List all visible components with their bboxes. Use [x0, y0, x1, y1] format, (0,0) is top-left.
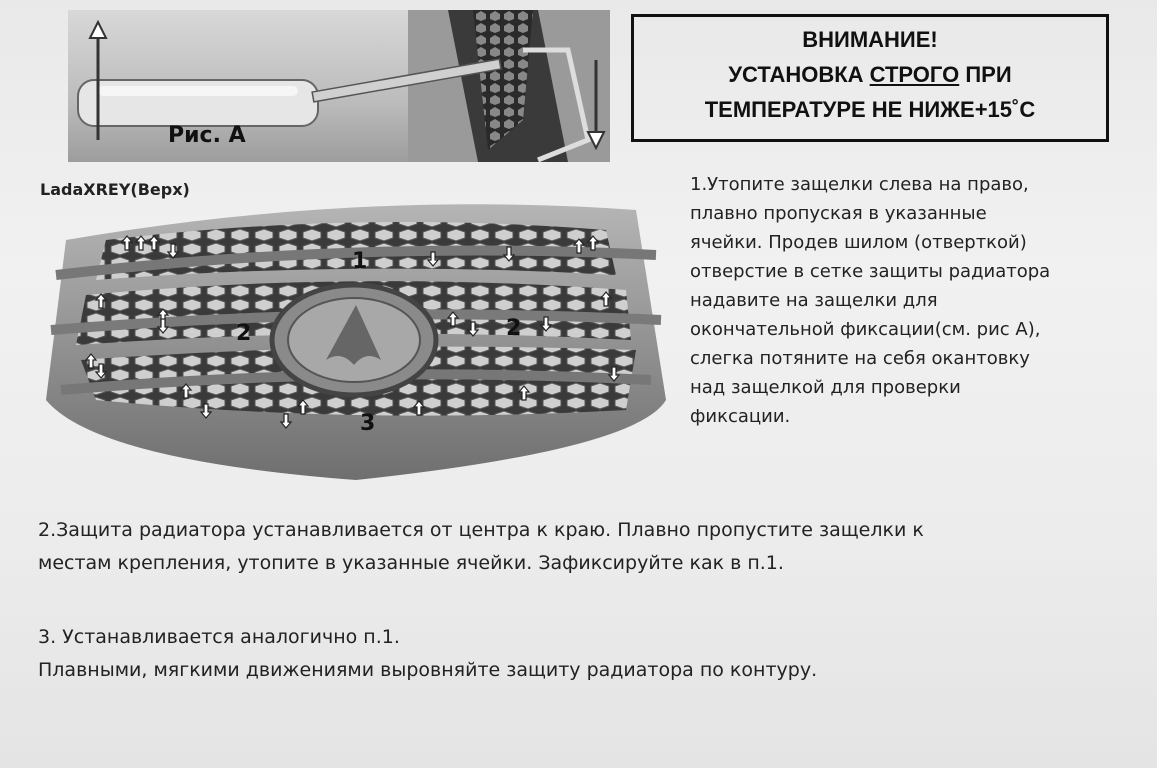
grille-label-bottom: 3 [360, 411, 376, 436]
step-1-line: фиксации. [690, 406, 791, 427]
step-3-line: 3. Устанавливается аналогично п.1. [38, 626, 400, 648]
step-1-line: окончательной фиксации(см. рис А), [690, 319, 1041, 340]
step-1-line: 1.Утопите защелки слева на право, [690, 174, 1029, 195]
step-2-line: местам крепления, утопите в указанные ячейки. Зафиксируйте как в п.1. [38, 552, 784, 574]
step-1-instructions [690, 170, 1140, 431]
step-1-line: плавно пропуская в указанные [690, 203, 987, 224]
step-2-line: 2.Защита радиатора устанавливается от центра к краю. Плавно пропустите защелки к [38, 519, 924, 541]
figure-a-photo [68, 10, 610, 162]
grille-label-top: 1 [352, 249, 368, 274]
warning-box [631, 14, 1109, 142]
warning-emphasis: СТРОГО [869, 62, 960, 87]
model-label: LadaXREY(Верх) [40, 180, 190, 199]
grille-illustration [36, 200, 676, 490]
warning-line-2: УСТАНОВКА СТРОГО ПРИ [728, 62, 1012, 87]
screwdriver-illustration [68, 10, 610, 162]
warning-line-3: ТЕМПЕРАТУРЕ НЕ НИЖЕ+15˚С [704, 97, 1036, 122]
warning-title: ВНИМАНИЕ! [802, 27, 938, 52]
grille-label-middle-left: 2 [236, 321, 252, 346]
step-1-line: ячейки. Продев шилом (отверткой) [690, 232, 1027, 253]
grille-photo [36, 200, 676, 494]
step-3-instructions [38, 621, 1138, 687]
step-1-line: слегка потяните на себя окантовку [690, 348, 1030, 369]
step-1-line: отверстие в сетке защиты радиатора [690, 261, 1051, 282]
step-1-line: над защелкой для проверки [690, 377, 961, 398]
step-2-instructions [38, 514, 1138, 580]
grille-label-middle-right: 2 [506, 316, 522, 341]
step-1-line: надавите на защелки для [690, 290, 938, 311]
step-3-line: Плавными, мягкими движениями выровняйте защиту радиатора по контуру. [38, 659, 818, 681]
figure-a-caption: Рис. А [168, 123, 246, 148]
